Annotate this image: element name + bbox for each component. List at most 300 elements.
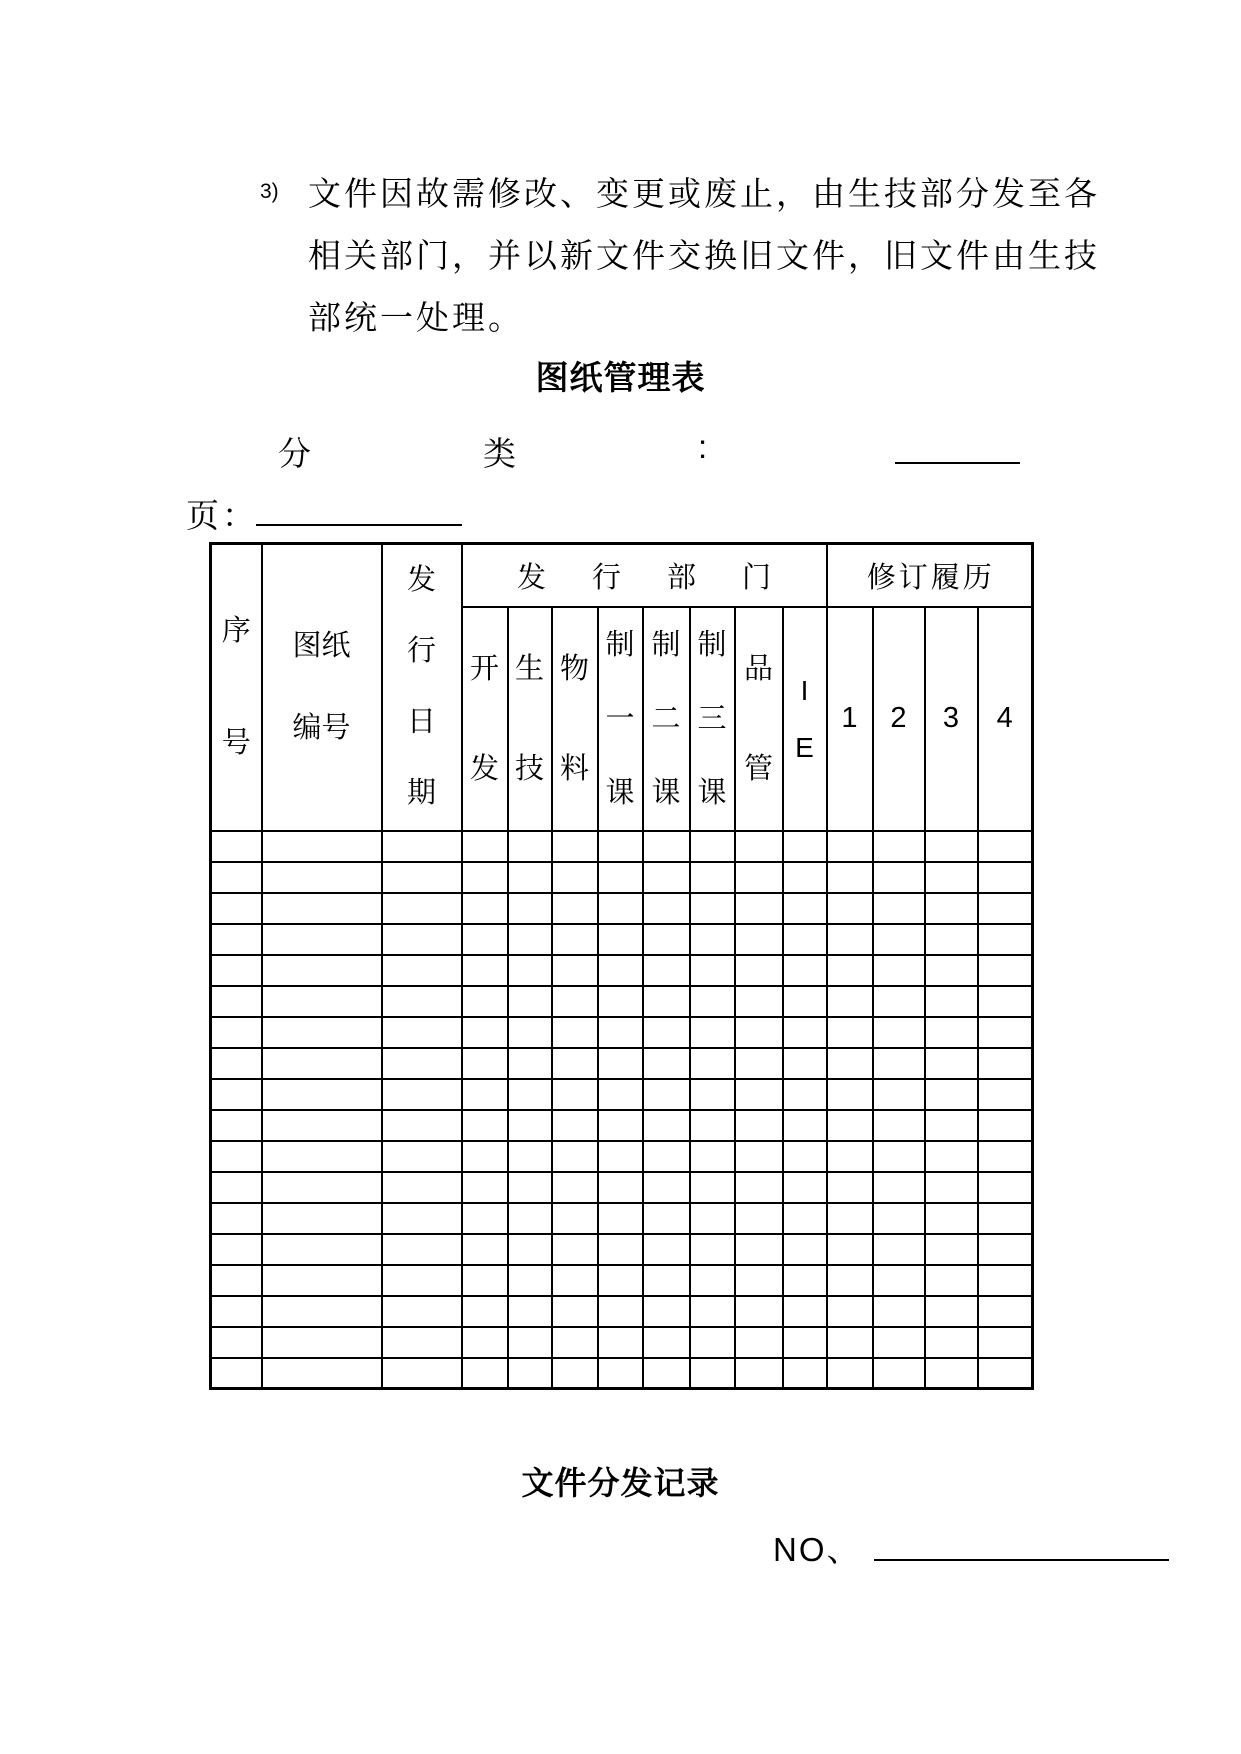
- empty-cell: [783, 1234, 827, 1265]
- paragraph-line: 部统一处理。: [308, 299, 524, 336]
- empty-cell: [211, 924, 262, 955]
- table-body: [211, 831, 1033, 1389]
- empty-cell: [262, 924, 382, 955]
- empty-cell: [690, 1141, 735, 1172]
- empty-cell: [598, 1234, 643, 1265]
- empty-cell: [508, 1203, 552, 1234]
- empty-cell: [508, 1327, 552, 1358]
- empty-cell: [690, 955, 735, 986]
- empty-cell: [735, 1141, 783, 1172]
- empty-cell: [211, 1358, 262, 1389]
- empty-cell: [382, 862, 462, 893]
- empty-cell: [508, 1141, 552, 1172]
- empty-cell: [690, 1048, 735, 1079]
- empty-cell: [873, 1110, 925, 1141]
- empty-cell: [690, 986, 735, 1017]
- empty-cell: [735, 1358, 783, 1389]
- empty-cell: [735, 1172, 783, 1203]
- empty-cell: [978, 1110, 1033, 1141]
- empty-cell: [873, 1265, 925, 1296]
- empty-cell: [925, 862, 978, 893]
- table-row: [211, 1234, 1033, 1265]
- empty-cell: [873, 1079, 925, 1110]
- empty-cell: [598, 1358, 643, 1389]
- empty-cell: [827, 893, 873, 924]
- empty-cell: [382, 1358, 462, 1389]
- empty-cell: [211, 862, 262, 893]
- page-blank-line: [256, 490, 462, 526]
- empty-cell: [783, 1110, 827, 1141]
- empty-cell: [382, 986, 462, 1017]
- empty-cell: [508, 955, 552, 986]
- header-issuing-depts: 发行部门: [462, 544, 827, 607]
- empty-cell: [735, 986, 783, 1017]
- empty-cell: [978, 1265, 1033, 1296]
- empty-cell: [925, 1296, 978, 1327]
- empty-cell: [827, 1079, 873, 1110]
- empty-cell: [382, 955, 462, 986]
- empty-cell: [925, 1234, 978, 1265]
- empty-cell: [462, 1296, 508, 1327]
- empty-cell: [552, 1017, 598, 1048]
- empty-cell: [827, 831, 873, 862]
- empty-cell: [735, 862, 783, 893]
- empty-cell: [827, 1172, 873, 1203]
- empty-cell: [978, 924, 1033, 955]
- category-colon: :: [698, 428, 711, 465]
- header-dept-zhisanke: 制三课: [690, 607, 735, 831]
- empty-cell: [262, 831, 382, 862]
- empty-cell: [643, 1234, 690, 1265]
- category-blank-line: [895, 428, 1020, 464]
- empty-cell: [508, 1265, 552, 1296]
- empty-cell: [735, 1327, 783, 1358]
- empty-cell: [643, 1265, 690, 1296]
- empty-cell: [462, 1110, 508, 1141]
- empty-cell: [873, 1017, 925, 1048]
- empty-cell: [382, 1296, 462, 1327]
- empty-cell: [462, 1172, 508, 1203]
- empty-cell: [827, 986, 873, 1017]
- empty-cell: [382, 893, 462, 924]
- empty-cell: [262, 1265, 382, 1296]
- empty-cell: [925, 1141, 978, 1172]
- table-row: [211, 986, 1033, 1017]
- header-dept-zhierke: 制二课: [643, 607, 690, 831]
- empty-cell: [462, 893, 508, 924]
- table-row: [211, 1265, 1033, 1296]
- empty-cell: [262, 862, 382, 893]
- empty-cell: [552, 1296, 598, 1327]
- header-revision-history: 修订履历: [827, 544, 1033, 607]
- header-drawing-no: 图纸编号: [262, 544, 382, 831]
- table-row: [211, 831, 1033, 862]
- header-revision-3: 3: [925, 607, 978, 831]
- empty-cell: [827, 1110, 873, 1141]
- empty-cell: [783, 1296, 827, 1327]
- empty-cell: [211, 893, 262, 924]
- header-dept-kaifa: 开发: [462, 607, 508, 831]
- empty-cell: [783, 924, 827, 955]
- empty-cell: [690, 1017, 735, 1048]
- empty-cell: [827, 924, 873, 955]
- empty-cell: [262, 1141, 382, 1172]
- empty-cell: [211, 1296, 262, 1327]
- empty-cell: [978, 1172, 1033, 1203]
- empty-cell: [827, 1141, 873, 1172]
- table-row: [211, 1048, 1033, 1079]
- empty-cell: [827, 1358, 873, 1389]
- empty-cell: [211, 1079, 262, 1110]
- paragraph-line: 文件因故需修改、变更或废止，由生技部分发至各: [308, 175, 1100, 212]
- empty-cell: [382, 924, 462, 955]
- empty-cell: [827, 1265, 873, 1296]
- empty-cell: [873, 986, 925, 1017]
- no-blank-line: [874, 1527, 1169, 1561]
- empty-cell: [643, 1203, 690, 1234]
- empty-cell: [462, 924, 508, 955]
- empty-cell: [552, 986, 598, 1017]
- empty-cell: [978, 1203, 1033, 1234]
- empty-cell: [552, 1358, 598, 1389]
- empty-cell: [598, 1296, 643, 1327]
- empty-cell: [462, 1265, 508, 1296]
- empty-cell: [508, 1234, 552, 1265]
- empty-cell: [462, 1358, 508, 1389]
- empty-cell: [462, 955, 508, 986]
- header-dept-wuliao: 物料: [552, 607, 598, 831]
- empty-cell: [827, 1017, 873, 1048]
- empty-cell: [211, 1017, 262, 1048]
- empty-cell: [690, 1296, 735, 1327]
- empty-cell: [827, 1234, 873, 1265]
- empty-cell: [462, 1141, 508, 1172]
- empty-cell: [873, 893, 925, 924]
- empty-cell: [873, 1172, 925, 1203]
- empty-cell: [925, 1203, 978, 1234]
- empty-cell: [508, 893, 552, 924]
- empty-cell: [643, 1327, 690, 1358]
- header-dept-pinguan: 品管: [735, 607, 783, 831]
- header-revision-2: 2: [873, 607, 925, 831]
- empty-cell: [783, 1327, 827, 1358]
- empty-cell: [827, 1203, 873, 1234]
- empty-cell: [643, 1079, 690, 1110]
- empty-cell: [262, 986, 382, 1017]
- empty-cell: [382, 1203, 462, 1234]
- empty-cell: [598, 1110, 643, 1141]
- empty-cell: [211, 1234, 262, 1265]
- empty-cell: [462, 1048, 508, 1079]
- empty-cell: [735, 1296, 783, 1327]
- empty-cell: [382, 1110, 462, 1141]
- header-seq: 序号: [211, 544, 262, 831]
- empty-cell: [598, 986, 643, 1017]
- empty-cell: [382, 831, 462, 862]
- empty-cell: [827, 955, 873, 986]
- header-issue-date: 发行日期: [382, 544, 462, 831]
- empty-cell: [873, 862, 925, 893]
- empty-cell: [925, 1110, 978, 1141]
- empty-cell: [827, 862, 873, 893]
- empty-cell: [735, 1234, 783, 1265]
- empty-cell: [211, 986, 262, 1017]
- empty-cell: [598, 831, 643, 862]
- empty-cell: [873, 924, 925, 955]
- empty-cell: [873, 1203, 925, 1234]
- empty-cell: [925, 831, 978, 862]
- empty-cell: [643, 1110, 690, 1141]
- table-row: [211, 893, 1033, 924]
- empty-cell: [508, 831, 552, 862]
- empty-cell: [783, 862, 827, 893]
- empty-cell: [508, 862, 552, 893]
- empty-cell: [643, 1017, 690, 1048]
- empty-cell: [783, 1141, 827, 1172]
- empty-cell: [827, 1048, 873, 1079]
- empty-cell: [978, 1017, 1033, 1048]
- empty-cell: [978, 955, 1033, 986]
- empty-cell: [735, 1017, 783, 1048]
- empty-cell: [643, 1172, 690, 1203]
- empty-cell: [978, 986, 1033, 1017]
- empty-cell: [552, 924, 598, 955]
- empty-cell: [783, 1265, 827, 1296]
- empty-cell: [735, 955, 783, 986]
- empty-cell: [598, 1048, 643, 1079]
- empty-cell: [873, 1048, 925, 1079]
- empty-cell: [643, 1296, 690, 1327]
- empty-cell: [690, 1265, 735, 1296]
- empty-cell: [598, 1172, 643, 1203]
- empty-cell: [508, 924, 552, 955]
- empty-cell: [262, 1110, 382, 1141]
- empty-cell: [735, 1203, 783, 1234]
- empty-cell: [690, 1234, 735, 1265]
- page-colon: ：: [222, 497, 258, 534]
- empty-cell: [735, 924, 783, 955]
- empty-cell: [598, 1141, 643, 1172]
- empty-cell: [735, 1079, 783, 1110]
- empty-cell: [552, 862, 598, 893]
- category-label-char: 类: [483, 435, 519, 472]
- empty-cell: [873, 831, 925, 862]
- empty-cell: [735, 1048, 783, 1079]
- empty-cell: [925, 1327, 978, 1358]
- empty-cell: [598, 924, 643, 955]
- empty-cell: [552, 1048, 598, 1079]
- empty-cell: [508, 1296, 552, 1327]
- no-label: NO、: [773, 1531, 862, 1568]
- header-revision-4: 4: [978, 607, 1033, 831]
- empty-cell: [978, 1296, 1033, 1327]
- empty-cell: [925, 893, 978, 924]
- category-label-char: 分: [278, 435, 314, 472]
- empty-cell: [598, 893, 643, 924]
- page-label: 页: [186, 497, 222, 534]
- empty-cell: [462, 831, 508, 862]
- empty-cell: [925, 1079, 978, 1110]
- empty-cell: [552, 831, 598, 862]
- empty-cell: [382, 1172, 462, 1203]
- empty-cell: [552, 1203, 598, 1234]
- empty-cell: [262, 1203, 382, 1234]
- empty-cell: [690, 893, 735, 924]
- empty-cell: [382, 1079, 462, 1110]
- empty-cell: [690, 1203, 735, 1234]
- empty-cell: [783, 1017, 827, 1048]
- empty-cell: [211, 955, 262, 986]
- empty-cell: [382, 1048, 462, 1079]
- empty-cell: [873, 955, 925, 986]
- empty-cell: [925, 1048, 978, 1079]
- table-row: [211, 1358, 1033, 1389]
- empty-cell: [978, 1079, 1033, 1110]
- empty-cell: [382, 1141, 462, 1172]
- empty-cell: [262, 1048, 382, 1079]
- drawing-management-table: [209, 542, 1034, 1390]
- empty-cell: [462, 1234, 508, 1265]
- table-row: [211, 924, 1033, 955]
- empty-cell: [783, 1079, 827, 1110]
- empty-cell: [262, 1172, 382, 1203]
- empty-cell: [462, 1079, 508, 1110]
- empty-cell: [783, 1203, 827, 1234]
- empty-cell: [978, 1327, 1033, 1358]
- empty-cell: [508, 1358, 552, 1389]
- empty-cell: [598, 1017, 643, 1048]
- empty-cell: [211, 1110, 262, 1141]
- header-dept-zhiyike: 制一课: [598, 607, 643, 831]
- empty-cell: [598, 955, 643, 986]
- empty-cell: [262, 955, 382, 986]
- empty-cell: [783, 1172, 827, 1203]
- table-row: [211, 1327, 1033, 1358]
- empty-cell: [508, 1079, 552, 1110]
- empty-cell: [873, 1358, 925, 1389]
- empty-cell: [552, 1327, 598, 1358]
- empty-cell: [690, 1172, 735, 1203]
- empty-cell: [598, 1327, 643, 1358]
- empty-cell: [978, 1358, 1033, 1389]
- empty-cell: [552, 1141, 598, 1172]
- empty-cell: [382, 1327, 462, 1358]
- empty-cell: [552, 955, 598, 986]
- empty-cell: [262, 893, 382, 924]
- empty-cell: [262, 1327, 382, 1358]
- empty-cell: [643, 1048, 690, 1079]
- table-row: [211, 1172, 1033, 1203]
- empty-cell: [643, 831, 690, 862]
- empty-cell: [783, 986, 827, 1017]
- empty-cell: [690, 1079, 735, 1110]
- empty-cell: [552, 1079, 598, 1110]
- empty-cell: [211, 1265, 262, 1296]
- paragraph-line: 相关部门，并以新文件交换旧文件，旧文件由生技: [308, 237, 1100, 274]
- empty-cell: [508, 986, 552, 1017]
- empty-cell: [873, 1296, 925, 1327]
- empty-cell: [735, 1265, 783, 1296]
- empty-cell: [978, 831, 1033, 862]
- empty-cell: [783, 955, 827, 986]
- empty-cell: [508, 1017, 552, 1048]
- empty-cell: [382, 1234, 462, 1265]
- empty-cell: [643, 986, 690, 1017]
- empty-cell: [262, 1234, 382, 1265]
- empty-cell: [978, 893, 1033, 924]
- paragraph-marker: 3): [260, 180, 279, 203]
- empty-cell: [643, 893, 690, 924]
- empty-cell: [978, 862, 1033, 893]
- empty-cell: [382, 1017, 462, 1048]
- empty-cell: [690, 831, 735, 862]
- empty-cell: [508, 1048, 552, 1079]
- table-row: [211, 955, 1033, 986]
- empty-cell: [690, 1358, 735, 1389]
- empty-cell: [827, 1296, 873, 1327]
- empty-cell: [462, 1017, 508, 1048]
- empty-cell: [925, 955, 978, 986]
- empty-cell: [643, 955, 690, 986]
- empty-cell: [783, 893, 827, 924]
- empty-cell: [211, 831, 262, 862]
- empty-cell: [598, 1203, 643, 1234]
- empty-cell: [925, 1172, 978, 1203]
- empty-cell: [925, 924, 978, 955]
- empty-cell: [552, 1110, 598, 1141]
- empty-cell: [925, 1358, 978, 1389]
- empty-cell: [735, 1110, 783, 1141]
- table-row: [211, 1110, 1033, 1141]
- empty-cell: [690, 1110, 735, 1141]
- empty-cell: [211, 1172, 262, 1203]
- empty-cell: [382, 1265, 462, 1296]
- header-dept-shengji: 生技: [508, 607, 552, 831]
- empty-cell: [262, 1296, 382, 1327]
- table-row: [211, 1079, 1033, 1110]
- no-line: [773, 1524, 1169, 1571]
- empty-cell: [211, 1048, 262, 1079]
- empty-cell: [978, 1141, 1033, 1172]
- footer-title: 文件分发记录: [521, 1465, 720, 1501]
- empty-cell: [211, 1327, 262, 1358]
- table-row: [211, 1141, 1033, 1172]
- empty-cell: [508, 1172, 552, 1203]
- header-revision-1: 1: [827, 607, 873, 831]
- empty-cell: [735, 831, 783, 862]
- empty-cell: [643, 1358, 690, 1389]
- empty-cell: [598, 862, 643, 893]
- empty-cell: [552, 1234, 598, 1265]
- empty-cell: [925, 986, 978, 1017]
- empty-cell: [783, 1048, 827, 1079]
- empty-cell: [690, 924, 735, 955]
- empty-cell: [783, 1358, 827, 1389]
- empty-cell: [598, 1265, 643, 1296]
- empty-cell: [978, 1048, 1033, 1079]
- table-row: [211, 1296, 1033, 1327]
- table-row: [211, 1203, 1033, 1234]
- empty-cell: [643, 924, 690, 955]
- empty-cell: [211, 1203, 262, 1234]
- empty-cell: [262, 1017, 382, 1048]
- empty-cell: [598, 1079, 643, 1110]
- empty-cell: [827, 1327, 873, 1358]
- empty-cell: [211, 1141, 262, 1172]
- empty-cell: [690, 862, 735, 893]
- empty-cell: [462, 986, 508, 1017]
- table-row: [211, 862, 1033, 893]
